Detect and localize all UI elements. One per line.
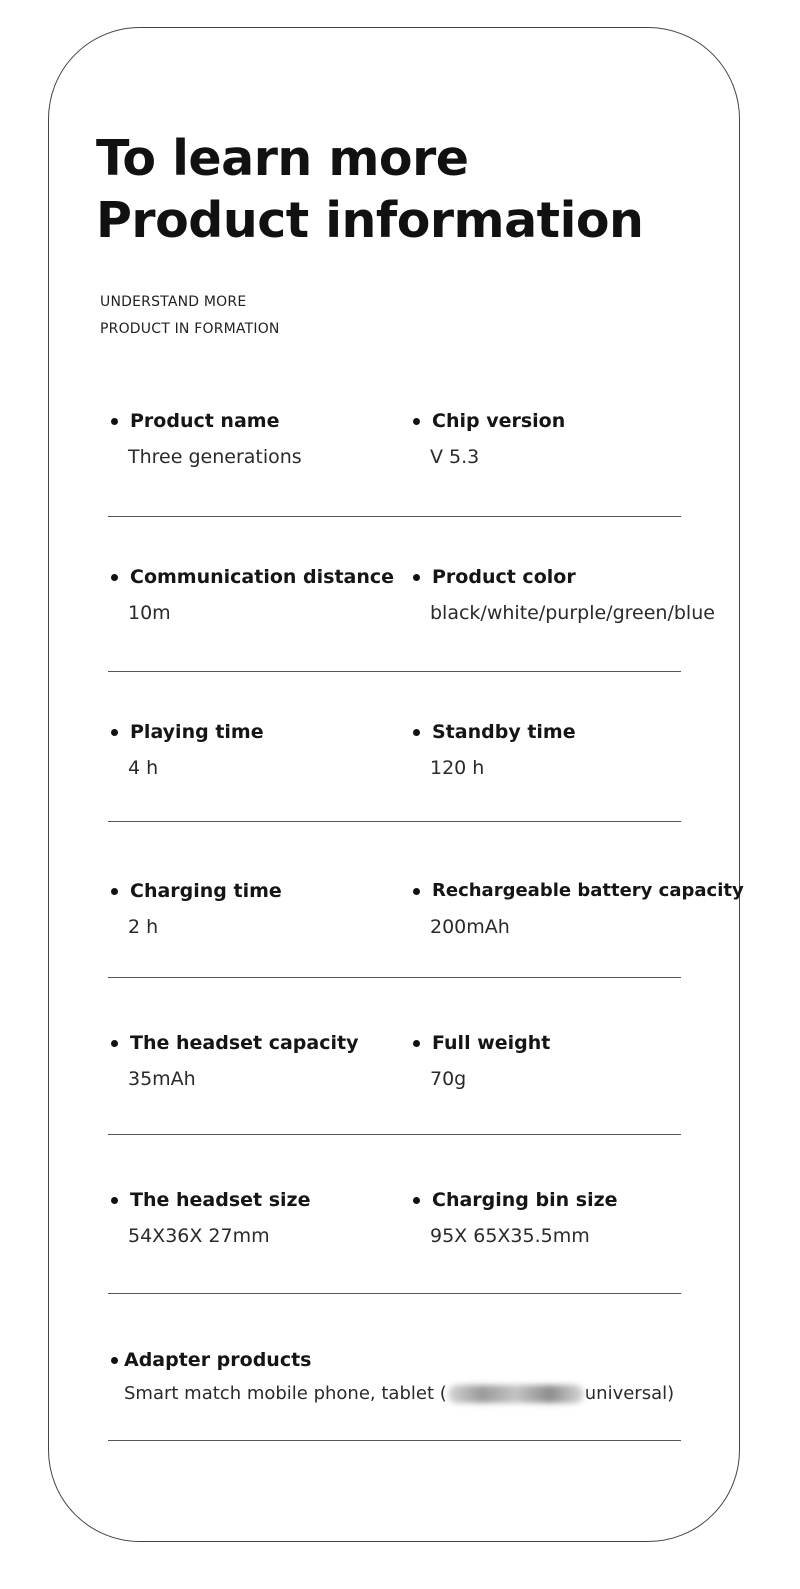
bullet-icon	[111, 1040, 118, 1047]
bullet-icon	[413, 418, 420, 425]
bullet-icon	[111, 1357, 118, 1364]
blurred-brand-mark	[448, 1385, 584, 1403]
divider	[108, 1134, 681, 1135]
divider	[108, 516, 681, 517]
spec-item-playing-time	[108, 720, 264, 780]
bullet-icon	[111, 574, 118, 581]
spec-value: 95X 65X35.5mm	[430, 1225, 590, 1247]
spec-item-battery-capacity	[410, 879, 744, 939]
spec-value: black/white/purple/green/blue	[430, 602, 715, 624]
bullet-icon	[111, 729, 118, 736]
bullet-icon	[413, 1040, 420, 1047]
spec-item-adapter-products	[108, 1348, 674, 1406]
bullet-icon	[111, 1197, 118, 1204]
spec-label: Charging time	[130, 880, 282, 902]
spec-item-headset-capacity	[108, 1031, 358, 1091]
divider	[108, 821, 681, 822]
page-subtitle	[100, 289, 280, 343]
spec-label: Communication distance	[130, 566, 395, 588]
spec-item-standby-time	[410, 720, 576, 780]
spec-label: Product name	[130, 410, 280, 432]
spec-label: Standby time	[432, 721, 576, 743]
spec-value: 4 h	[128, 757, 159, 779]
spec-row	[108, 409, 728, 489]
spec-value	[108, 1382, 674, 1406]
page-title-line-2: Product information	[96, 192, 644, 249]
page-title-line-1: To learn more	[96, 130, 469, 187]
spec-value-start: Smart match mobile phone, tablet (	[124, 1383, 447, 1404]
spec-label: Chip version	[432, 410, 566, 432]
spec-label: Adapter products	[124, 1349, 312, 1371]
spec-label: Charging bin size	[432, 1189, 618, 1211]
spec-value: Three generations	[128, 446, 302, 468]
spec-label: Product color	[432, 566, 576, 588]
divider	[108, 1440, 681, 1441]
spec-value: 10m	[128, 602, 171, 624]
bullet-icon	[413, 1197, 420, 1204]
spec-item-headset-size	[108, 1188, 310, 1248]
spec-item-product-name	[108, 409, 302, 469]
bullet-icon	[413, 574, 420, 581]
page-subtitle-line-2: PRODUCT IN FORMATION	[100, 321, 280, 337]
spec-row	[108, 565, 728, 645]
spec-item-full-weight	[410, 1031, 550, 1091]
bullet-icon	[111, 888, 118, 895]
spec-value: 200mAh	[430, 916, 510, 938]
divider	[108, 977, 681, 978]
spec-row	[108, 1348, 728, 1428]
spec-row	[108, 879, 744, 959]
spec-label: Rechargeable battery capacity	[432, 880, 744, 901]
divider	[108, 671, 681, 672]
spec-row	[108, 720, 728, 800]
spec-label: The headset capacity	[130, 1032, 359, 1054]
bullet-icon	[413, 888, 420, 895]
spec-row	[108, 1031, 728, 1111]
spec-item-charging-time	[108, 879, 282, 939]
spec-value: 120 h	[430, 757, 485, 779]
spec-value: 2 h	[128, 916, 159, 938]
spec-label: Full weight	[432, 1032, 551, 1054]
spec-label: Playing time	[130, 721, 264, 743]
spec-row	[108, 1188, 728, 1268]
spec-label: The headset size	[130, 1189, 311, 1211]
spec-value: 54X36X 27mm	[128, 1225, 270, 1247]
page-subtitle-line-1: UNDERSTAND MORE	[100, 294, 247, 310]
spec-value: 70g	[430, 1068, 467, 1090]
spec-item-product-color	[410, 565, 715, 625]
spec-value-end: universal)	[584, 1383, 675, 1404]
spec-value: V 5.3	[430, 446, 480, 468]
bullet-icon	[111, 418, 118, 425]
spec-item-communication-distance	[108, 565, 394, 625]
spec-item-chip-version	[410, 409, 565, 469]
spec-value: 35mAh	[128, 1068, 196, 1090]
spec-item-bin-size	[410, 1188, 618, 1248]
bullet-icon	[413, 729, 420, 736]
page-title	[96, 128, 643, 252]
divider	[108, 1293, 681, 1294]
